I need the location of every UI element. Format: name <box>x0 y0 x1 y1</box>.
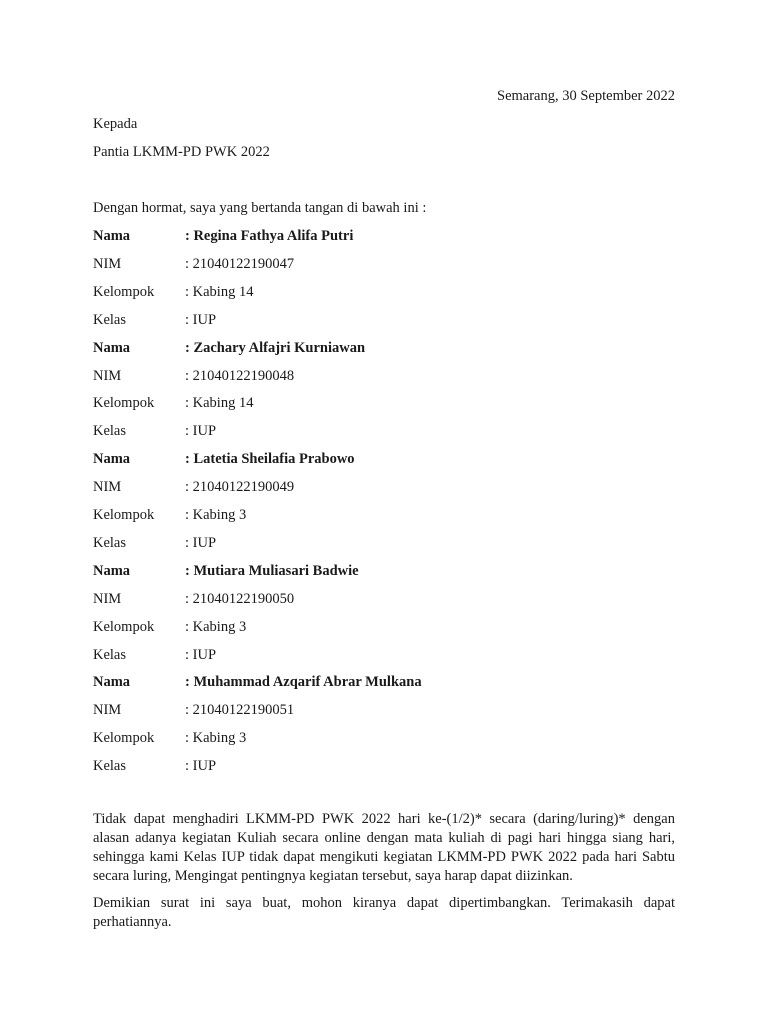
student-nama-label: Nama <box>93 674 131 691</box>
student-nama-row <box>93 563 675 583</box>
student-nama-label: Nama <box>93 339 131 356</box>
student-kelompok-row <box>93 507 675 527</box>
student-kelompok-row <box>93 730 675 750</box>
student-nama-value: : Regina Fathya Alifa Putri <box>185 228 354 244</box>
student-nim-value: : 21040122190051 <box>185 702 295 719</box>
student-nim-row <box>93 256 675 276</box>
student-nama-value: : Zachary Alfajri Kurniawan <box>185 339 366 356</box>
student-nim-label: NIM <box>93 702 122 719</box>
student-nim-value: : 21040122190050 <box>185 590 295 607</box>
student-nim-value: : 21040122190049 <box>185 479 295 496</box>
student-kelas-row <box>93 312 675 332</box>
student-nim-row <box>93 368 675 388</box>
student-nama-label: Nama <box>93 451 131 468</box>
student-nama-label: Nama <box>93 228 131 244</box>
student-nim-label: NIM <box>93 367 122 384</box>
closing-paragraph: Demikian surat ini saya buat, mohon kiranya dapat dipertimbangkan. Terimakasih dapat perhatiannya. <box>93 895 675 930</box>
student-nama-value: : Muhammad Azqarif Abrar Mulkana <box>185 674 422 691</box>
student-kelas-row <box>93 423 675 443</box>
student-nim-label: NIM <box>93 479 122 496</box>
student-kelompok-label: Kelompok <box>93 283 155 300</box>
student-nim-row <box>93 479 675 499</box>
student-kelas-value: : IUP <box>185 311 217 328</box>
student-kelas-row <box>93 535 675 555</box>
student-kelas-value: : IUP <box>185 646 217 663</box>
student-kelompok-value: : Kabing 14 <box>185 283 254 300</box>
body-paragraph: Tidak dapat menghadiri LKMM-PD PWK 2022 hari ke-(1/2)* secara (daring/luring)* dengan alasan adanya kegiatan Kuliah secara online dengan mata kuliah di pagi hari hingga siang hari, sehingga kami Kelas IUP tidak dapat mengikuti kegiatan LKMM-PD PWK 2022 pada hari Sabtu secara luring, Mengingat pentingnya kegiatan tersebut, saya harap dapat diizinkan. <box>93 811 675 884</box>
student-kelompok-value: : Kabing 3 <box>185 618 247 635</box>
recipient-label: Kepada <box>93 116 138 132</box>
student-kelompok-value: : Kabing 3 <box>185 507 247 523</box>
opening-line: Dengan hormat, saya yang bertanda tangan di bawah ini : <box>93 200 427 216</box>
recipient-name: Pantia LKMM-PD PWK 2022 <box>93 144 270 160</box>
student-kelompok-label: Kelompok <box>93 395 155 412</box>
student-kelompok-value: : Kabing 14 <box>185 395 254 412</box>
student-nim-value: : 21040122190047 <box>185 255 295 272</box>
student-kelas-label: Kelas <box>93 311 127 328</box>
student-kelompok-row <box>93 395 675 415</box>
student-nama-row <box>93 228 675 248</box>
student-nama-label: Nama <box>93 562 131 579</box>
student-nim-value: : 21040122190048 <box>185 367 295 384</box>
student-kelas-label: Kelas <box>93 534 127 551</box>
student-kelompok-row <box>93 284 675 304</box>
student-kelas-value: : IUP <box>185 534 217 551</box>
student-nama-row <box>93 451 675 471</box>
student-kelas-row <box>93 758 675 778</box>
student-kelompok-value: : Kabing 3 <box>185 730 247 747</box>
student-nim-label: NIM <box>93 590 122 607</box>
student-kelompok-label: Kelompok <box>93 618 155 635</box>
student-nama-row <box>93 340 675 360</box>
student-kelas-label: Kelas <box>93 646 127 663</box>
student-nim-label: NIM <box>93 255 122 272</box>
student-kelas-label: Kelas <box>93 423 127 440</box>
place-date: Semarang, 30 September 2022 <box>497 88 675 104</box>
student-kelas-row <box>93 647 675 667</box>
student-nama-row <box>93 674 675 694</box>
student-nama-value: : Mutiara Muliasari Badwie <box>185 562 359 579</box>
student-kelompok-row <box>93 619 675 639</box>
student-nama-value: : Latetia Sheilafia Prabowo <box>185 451 355 468</box>
student-kelompok-label: Kelompok <box>93 507 155 523</box>
student-kelas-value: : IUP <box>185 423 217 440</box>
student-nim-row <box>93 591 675 611</box>
student-nim-row <box>93 702 675 722</box>
student-kelas-label: Kelas <box>93 758 127 775</box>
student-kelas-value: : IUP <box>185 758 217 775</box>
student-kelompok-label: Kelompok <box>93 730 155 747</box>
